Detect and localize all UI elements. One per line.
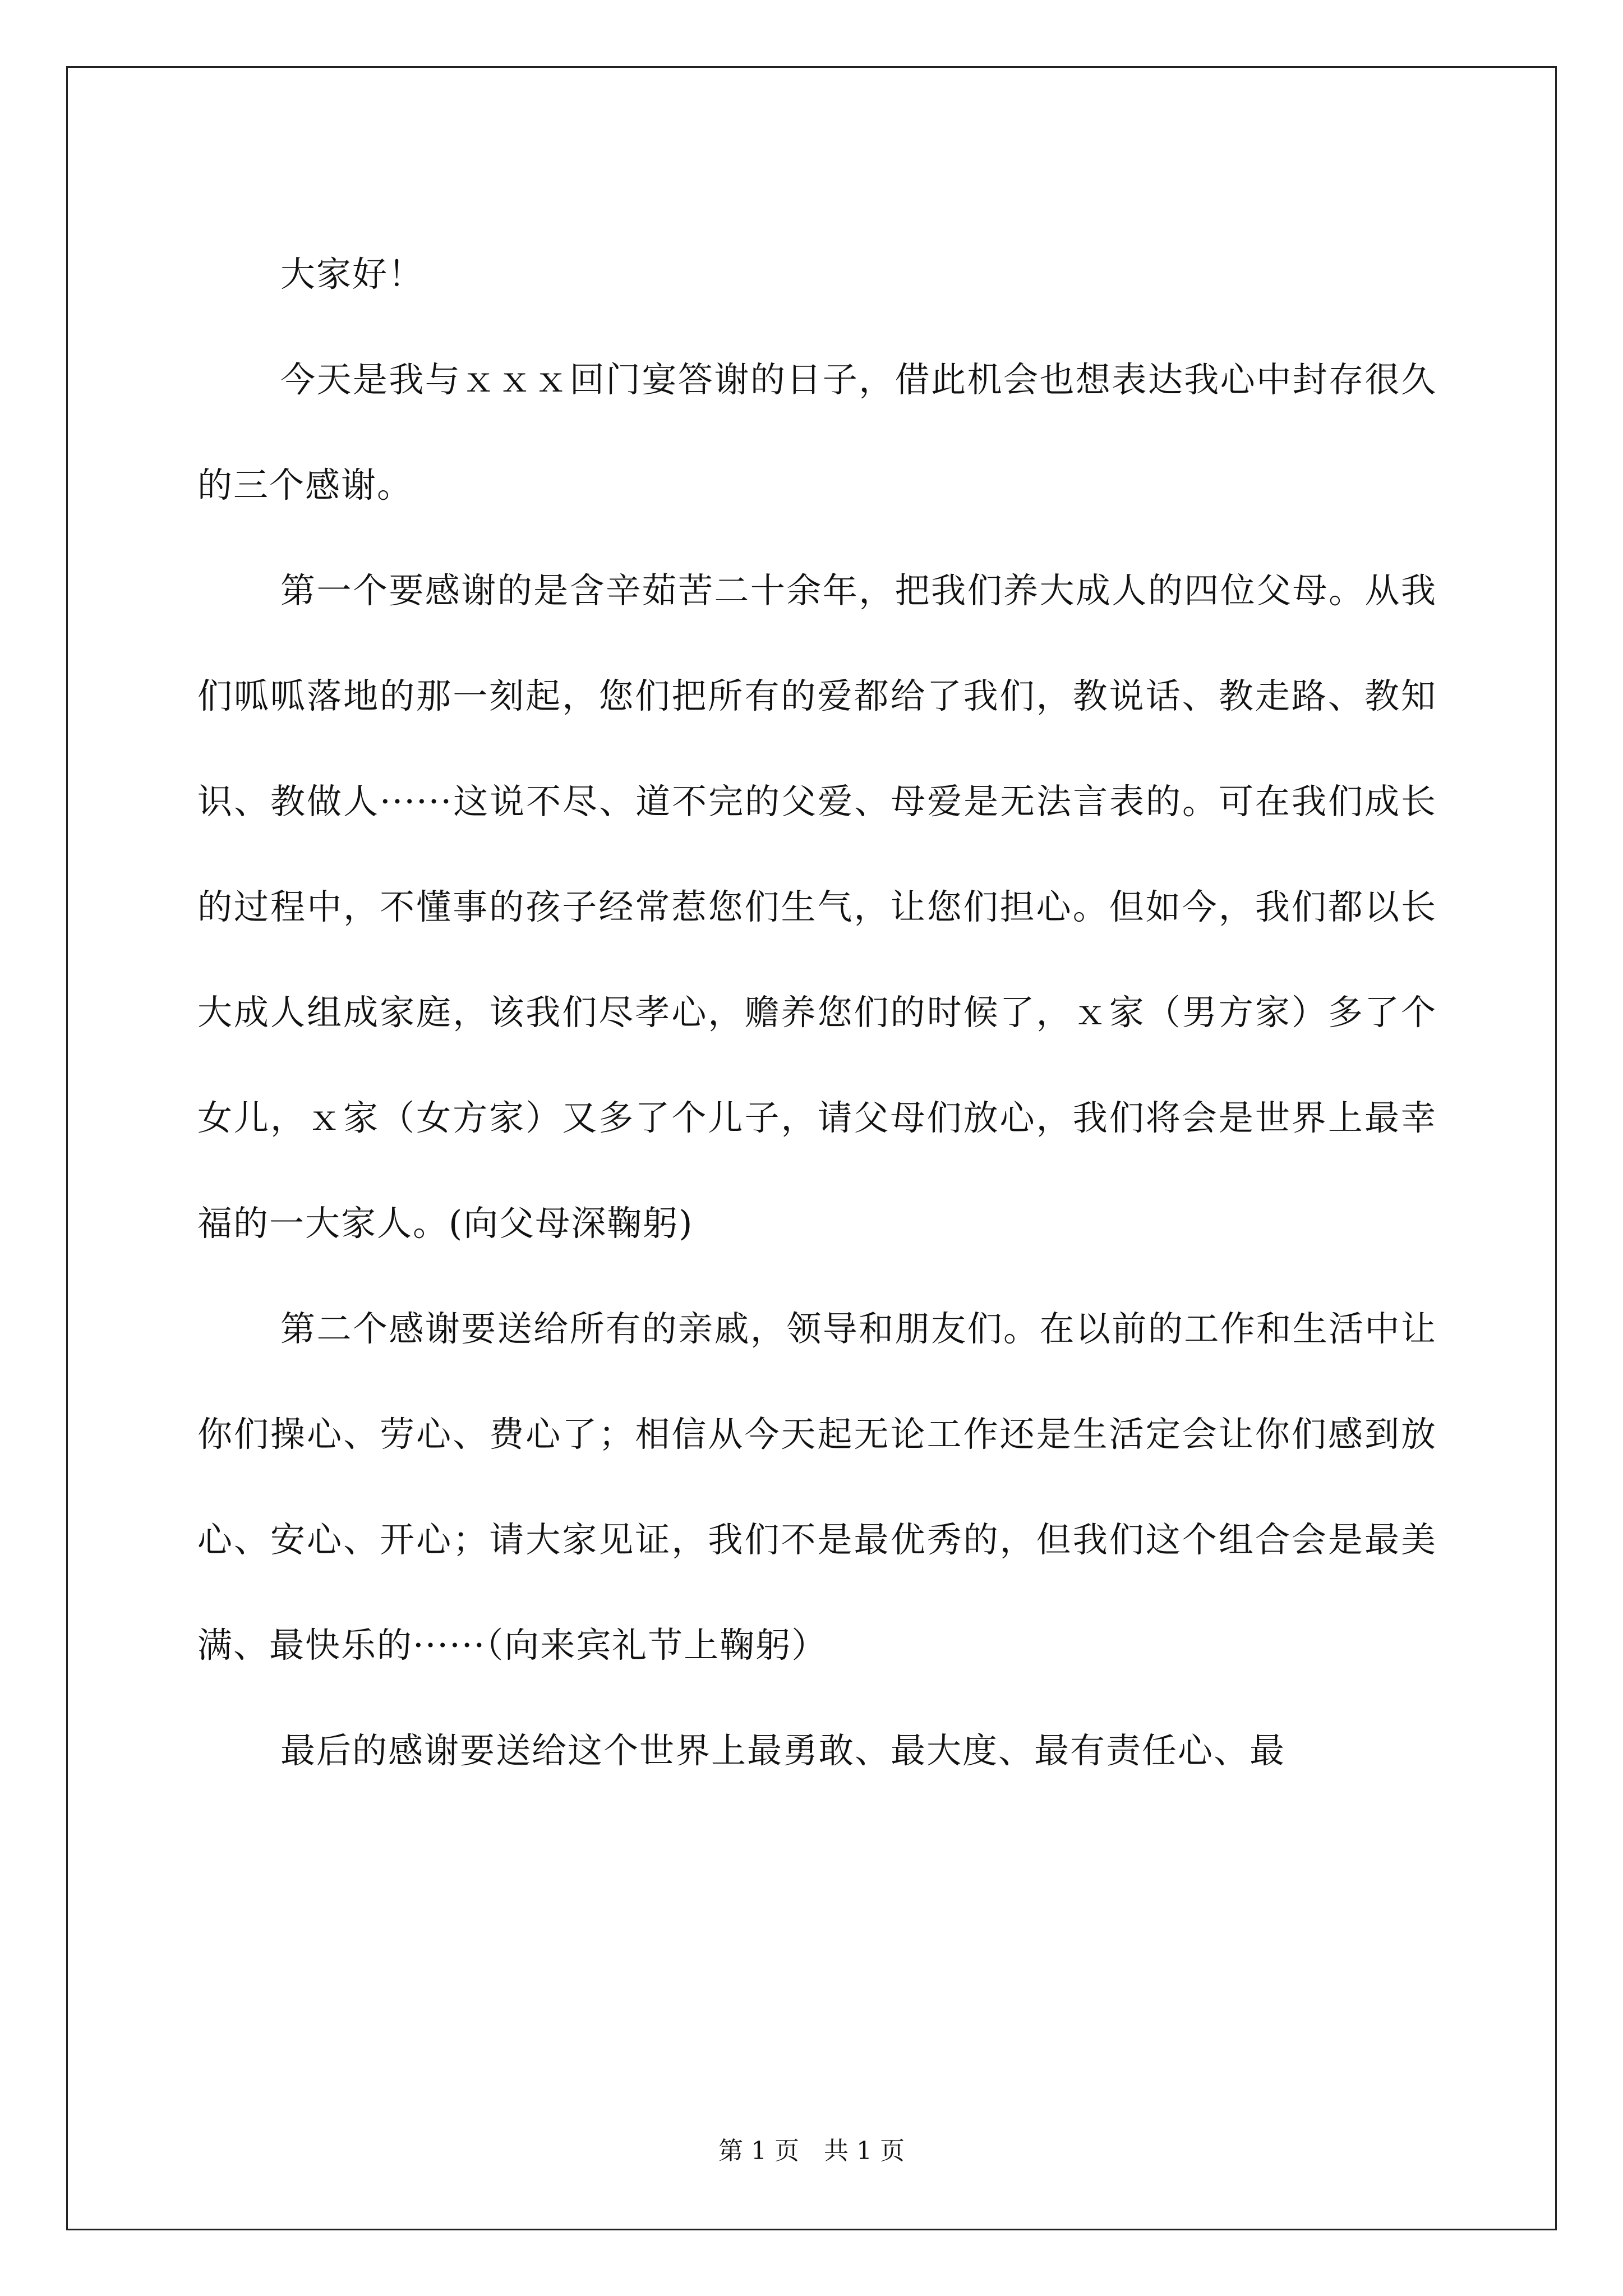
final-thanks-paragraph: 最后的感谢要送给这个世界上最勇敢、最大度、最有责任心、最: [280, 1730, 1286, 1771]
intro-paragraph: 今天是我与ｘｘｘ回门宴答谢的日子，借此机会也想表达我心中封存很久的三个感谢。: [197, 359, 1437, 505]
parents-thanks-paragraph: 第一个要感谢的是含辛茹苦二十余年，把我们养大成人的四位父母。从我们呱呱落地的那一刻起，您们把所有的爱都给了我们，教说话、教走路、教知识、教做人······这说不尽、道不完的父爱、母爱是无法言表的。可在我们成长的过程中，不懂事的孩子经常惹您们生气，让您们担心。但如今，我们都以长大成人组成家庭，该我们尽孝心，赡养您们的时候了，ｘ家（男方家）多了个女儿，ｘ家（女方家）又多了个儿子，请父母们放心，我们将会是世界上最幸福的一大家人。(向父母深鞠躬): [197, 570, 1437, 1244]
document-body: [197, 222, 1437, 1803]
greeting-paragraph: 大家好！: [280, 254, 425, 295]
guests-thanks-paragraph: 第二个感谢要送给所有的亲戚，领导和朋友们。在以前的工作和生活中让你们操心、劳心、费心了；相信从今天起无论工作还是生活定会让你们感到放心、安心、开心；请大家见证，我们不是最优秀的，但我们这个组合会是最美满、最快乐的······（向来宾礼节上鞠躬）: [197, 1308, 1437, 1665]
page-number-footer: 第 1 页 共 1 页: [718, 2137, 905, 2165]
